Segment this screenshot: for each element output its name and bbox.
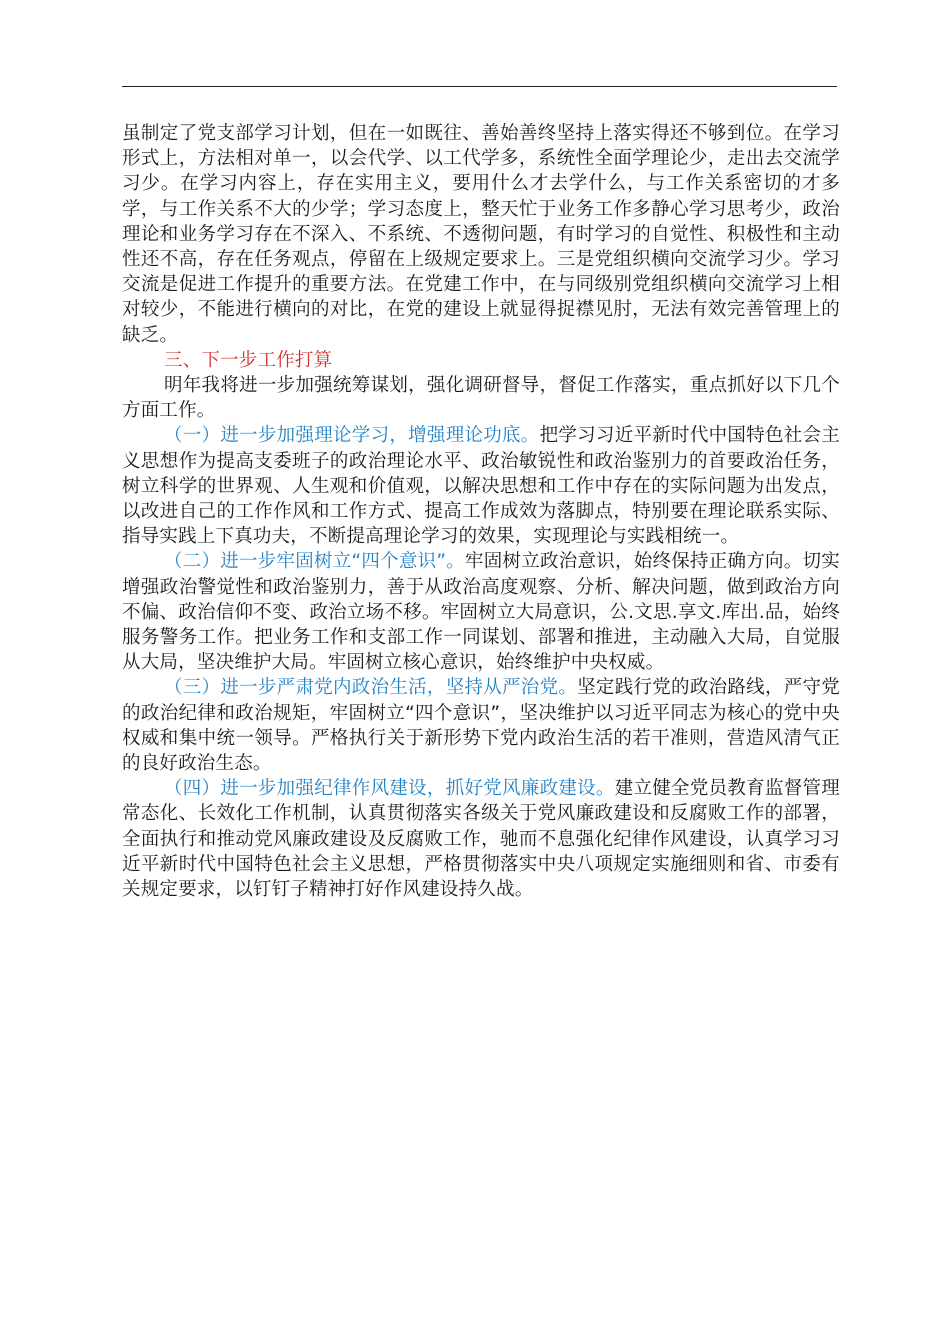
item-2-body: 牢固树立政治意识，始终保持正确方向。切实增强政治警觉性和政治鉴别力，善于从政治高度观察、分析、解决问题，做到政治方向不偏、政治信仰不变、政治立场不移。牢固树立大局意识，公.文思.享文.库出.品，始终服务警务工作。把业务工作和支部工作一同谋划、部署和推进，主动融入大局，自觉服从大局，坚决维护大局。牢固树立核心意识，始终维护中央权威。 (122, 551, 840, 674)
document-body (122, 121, 840, 902)
paragraph-item-2 (122, 549, 840, 675)
paragraph-item-3 (122, 675, 840, 776)
item-2-heading: （二）进一步牢固树立“四个意识”。 (164, 551, 465, 573)
item-4-body: 建立健全党员教育监督管理常态化、长效化工作机制，认真贯彻落实各级关于党风廉政建设和反腐败工作的部署，全面执行和推动党风廉政建设及反腐败工作，驰而不息强化纪律作风建设，认真学习习近平新时代中国特色社会主义思想，严格贯彻落实中央八项规定实施细则和省、市委有关规定要求，以钉钉子精神打好作风建设持久战。 (122, 778, 840, 901)
item-1-body: 把学习习近平新时代中国特色社会主义思想作为提高支委班子的政治理论水平、政治敏锐性和政治鉴别力的首要政治任务，树立科学的世界观、人生观和价值观，以解决思想和工作中存在的实际问题为出发点，以改进自己的工作作风和工作方式、提高工作成效为落脚点，特别要在理论联系实际、指导实践上下真功夫，不断提高理论学习的效果，实现理论与实践相统一。 (122, 425, 840, 548)
item-4-heading: （四）进一步加强纪律作风建设，抓好党风廉政建设。 (164, 778, 615, 800)
paragraph-continuation: 虽制定了党支部学习计划，但在一如既往、善始善终坚持上落实得还不够到位。在学习形式上，方法相对单一，以会代学、以工代学多，系统性全面学理论少，走出去交流学习少。在学习内容上，存在实用主义，要用什么才去学什么，与工作关系密切的才多学，与工作关系不大的少学；学习态度上，整天忙于业务工作多静心学习思考少，政治理论和业务学习存在不深入、不系统、不透彻问题，有时学习的自觉性、积极性和主动性还不高，存在任务观点，停留在上级规定要求上。三是党组织横向交流学习少。学习交流是促进工作提升的重要方法。在党建工作中，在与同级别党组织横向交流学习上相对较少，不能进行横向的对比，在党的建设上就显得捉襟见肘，无法有效完善管理上的缺乏。 (122, 123, 840, 346)
item-1-heading: （一）进一步加强理论学习，增强理论功底。 (164, 425, 540, 447)
header-rule (122, 86, 837, 87)
section-heading: 三、下一步工作打算 (164, 349, 333, 371)
item-3-heading: （三）进一步严肃党内政治生活，坚持从严治党。 (164, 677, 578, 699)
paragraph-item-4 (122, 776, 840, 902)
paragraph-intro: 明年我将进一步加强统筹谋划，强化调研督导，督促工作落实，重点抓好以下几个方面工作。 (122, 375, 840, 422)
paragraph-item-1 (122, 423, 840, 549)
item-3-body: 坚定践行党的政治路线，严守党的政治纪律和政治规矩，牢固树立“四个意识”，坚决维护以习近平同志为核心的党中央权威和集中统一领导。严格执行关于新形势下党内政治生活的若干准则，营造风清气正的良好政治生态。 (122, 677, 840, 775)
section-heading-paragraph (122, 348, 840, 373)
